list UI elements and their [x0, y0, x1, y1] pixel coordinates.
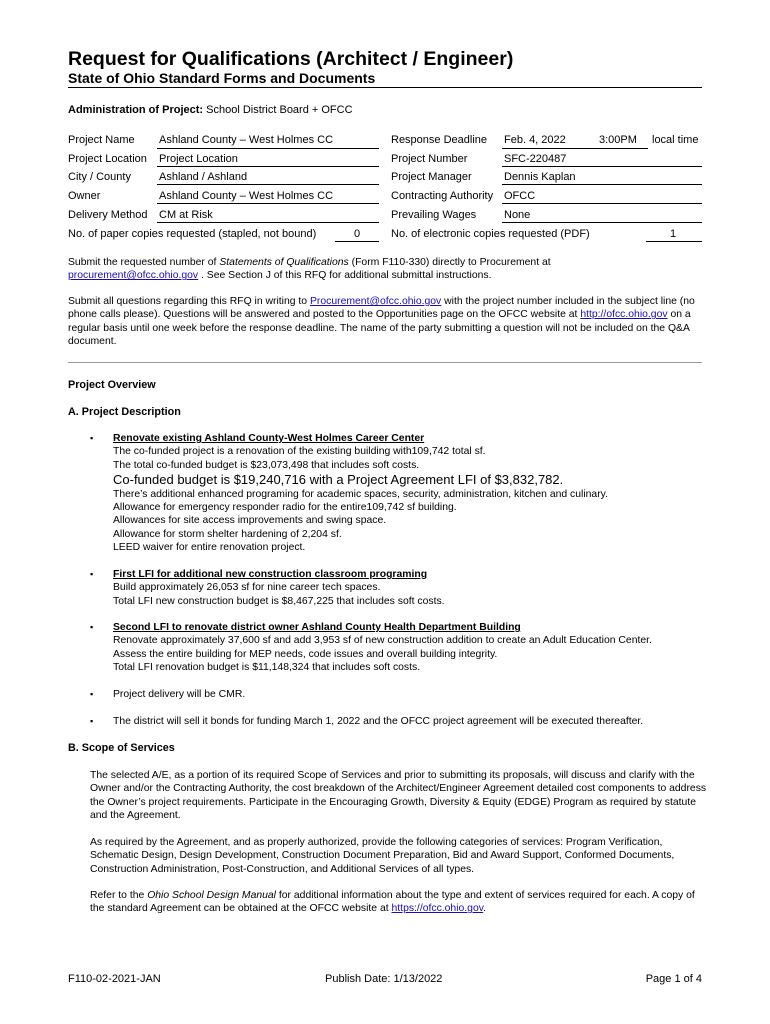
page-number: Page 1 of 4 [645, 973, 702, 985]
bullet-renovation-line: LEED waiver for entire renovation project. [113, 542, 306, 554]
publish-date: Publish Date: 1/13/2022 [325, 973, 443, 985]
document-title: Request for Qualifications (Architect / Engineer) [68, 48, 514, 70]
scope-p3-manual: Ohio School Design Manual [147, 890, 276, 901]
questions-paragraph [68, 295, 708, 348]
administration-label: Administration of Project: [68, 104, 204, 116]
scope-p3-c: for additional information about the type and extent of services required for each. A copy of the standard Agreement can be obtained at the OFCC website at [90, 890, 695, 915]
bullet-renovation-title: Renovate existing Ashland County-West Holmes Career Center [113, 433, 425, 444]
response-deadline-suffix: local time [652, 134, 699, 146]
project-name-underline [157, 148, 379, 149]
scope-paragraph-3 [90, 889, 710, 916]
section-a-heading: A. Project Description [68, 406, 181, 418]
project-manager-underline [502, 184, 702, 185]
submission-text-c: (Form F110-330) directly to Procurement at [348, 257, 551, 268]
questions-email-link[interactable]: Procurement@ofcc.ohio.gov [309, 296, 442, 307]
prevailing-wages-value[interactable]: None [504, 209, 531, 221]
bullet-first-lfi-line: Build approximately 26,053 sf for nine career tech spaces. [113, 582, 381, 594]
bullet-renovation-line: The co-funded project is a renovation of the existing building with109,742 total sf. [113, 446, 486, 458]
bullet-first-lfi [113, 568, 445, 608]
administration-line [68, 104, 353, 116]
bullet-marker: ▪ [90, 689, 94, 699]
city-county-value[interactable]: Ashland / Ashland [159, 171, 248, 183]
submission-paragraph [68, 256, 708, 283]
administration-value: School District Board + OFCC [206, 104, 353, 116]
response-deadline-underline [502, 148, 648, 149]
electronic-copies-label: No. of electronic copies requested (PDF) [391, 228, 590, 240]
questions-text-a: Submit all questions regarding this RFQ in writing to [68, 296, 310, 307]
bullet-marker: ▪ [90, 433, 94, 443]
owner-underline [157, 203, 379, 204]
scope-paragraph-1: The selected A/E, as a portion of its required Scope of Services and prior to submitting its proposals, will discuss and clarify with the Owner and/or the Contracting Authority, the cost breakdown of the Architect/Engineer Agreement detailed cost components to address the Owner’s project requirements. Participate in the Encouraging Growth, Diversity & Equity (EDGE) Program as required by statute and the Agreement. [90, 770, 707, 821]
project-manager-label: Project Manager [391, 171, 472, 183]
procurement-email-link[interactable]: procurement@ofcc.ohio.gov [68, 270, 199, 282]
paper-copies-label: No. of paper copies requested (stapled, not bound) [68, 228, 317, 240]
bullet-renovation-line: Co-funded budget is $19,240,716 with a Project Agreement LFI of $3,832,782. [113, 471, 564, 487]
questions-text-c: on a regular basis until one week before the response deadline. The name of the party submitting a question will not be included on the Q&A document. [68, 309, 691, 347]
bullet-second-lfi-line: Renovate approximately 37,600 sf and add 3,953 sf of new construction addition to create an Adult Education Center. [113, 635, 652, 647]
paper-copies-value[interactable]: 0 [354, 228, 361, 240]
bullet-renovation-line: There’s additional enhanced programing for academic spaces, security, administration, kitchen and culinary. [113, 488, 608, 500]
submission-text-b: Statements of Qualifications [219, 257, 349, 268]
title-rule [68, 87, 702, 88]
bullet-first-lfi-line: Total LFI new construction budget is $8,467,225 that includes soft costs. [113, 595, 445, 607]
document-subtitle: State of Ohio Standard Forms and Documents [68, 70, 376, 86]
bullet-second-lfi [113, 621, 652, 674]
scope-paragraph-2: As required by the Agreement, and as properly authorized, provide the following categories of services: Program Verification, Schematic Design, Design Development, Construction Document Preparation, Bid and Award Support, Conformed Documents, Construction Administration, Post-Construction, and Additional Services of all types. [90, 837, 675, 875]
bullet-bonds: The district will sell it bonds for funding March 1, 2022 and the OFCC project agreement will be executed thereafter. [113, 716, 644, 727]
form-number: F110-02-2021-JAN [68, 973, 161, 985]
paper-copies-underline [335, 241, 379, 242]
project-name-label: Project Name [68, 134, 135, 146]
contracting-authority-label: Contracting Authority [391, 190, 494, 202]
bullet-renovation-line: Allowance for emergency responder radio for the entire109,742 sf building. [113, 502, 457, 514]
delivery-method-value[interactable]: CM at Risk [159, 209, 213, 221]
project-number-underline [502, 166, 702, 167]
owner-label: Owner [68, 190, 101, 202]
project-number-label: Project Number [391, 153, 468, 165]
delivery-method-label: Delivery Method [68, 209, 148, 221]
section-b-heading: B. Scope of Services [68, 742, 175, 754]
delivery-method-underline [157, 222, 379, 223]
scope-p3-a: Refer to the [90, 890, 148, 901]
response-deadline-label: Response Deadline [391, 134, 488, 146]
project-number-value[interactable]: SFC-220487 [504, 153, 567, 165]
bullet-second-lfi-title: Second LFI to renovate district owner Ashland County Health Department Building [113, 622, 521, 633]
prevailing-wages-underline [502, 222, 702, 223]
section-divider [68, 362, 702, 363]
scope-p3-d: . [483, 903, 487, 915]
ofcc-agreement-link[interactable]: https://ofcc.ohio.gov [391, 903, 484, 915]
electronic-copies-value[interactable]: 1 [670, 228, 677, 240]
project-location-value[interactable]: Project Location [159, 153, 238, 165]
questions-text-b: with the project number included in the subject line (no phone calls please). Questions will be answered and posted to the Opportunities page on the OFCC website at [68, 296, 695, 321]
project-location-underline [157, 166, 379, 167]
city-county-label: City / County [68, 171, 131, 183]
owner-value[interactable]: Ashland County – West Holmes CC [159, 190, 334, 202]
contracting-authority-underline [502, 203, 702, 204]
response-deadline-time[interactable]: 3:00PM [599, 134, 637, 146]
bullet-first-lfi-title: First LFI for additional new construction classroom programing [113, 569, 428, 580]
project-name-value[interactable]: Ashland County – West Holmes CC [159, 134, 334, 146]
bullet-marker: ▪ [90, 716, 94, 726]
bullet-renovation [113, 432, 608, 554]
submission-text-d: . See Section J of this RFQ for additional submittal instructions. [198, 270, 492, 282]
city-county-underline [157, 184, 379, 185]
prevailing-wages-label: Prevailing Wages [391, 209, 477, 221]
project-location-label: Project Location [68, 153, 147, 165]
response-deadline-date[interactable]: Feb. 4, 2022 [504, 134, 566, 146]
bullet-delivery: Project delivery will be CMR. [113, 689, 246, 700]
bullet-renovation-line: Allowance for storm shelter hardening of 2,204 sf. [113, 528, 342, 540]
contracting-authority-value[interactable]: OFCC [504, 190, 536, 202]
bullet-renovation-line: Allowances for site access improvements and swing space. [113, 515, 387, 527]
bullet-renovation-line: The total co-funded budget is $23,073,498 that includes soft costs. [113, 459, 420, 471]
bullet-marker: ▪ [90, 622, 94, 632]
bullet-marker: ▪ [90, 569, 94, 579]
ofcc-website-link[interactable]: http://ofcc.ohio.gov [580, 309, 668, 321]
bullet-second-lfi-line: Assess the entire building for MEP needs, code issues and overall building integrity. [113, 648, 498, 660]
project-overview-heading: Project Overview [68, 379, 156, 391]
submission-text-a: Submit the requested number of [68, 257, 220, 268]
bullet-second-lfi-line: Total LFI renovation budget is $11,148,324 that includes soft costs. [113, 661, 421, 673]
project-manager-value[interactable]: Dennis Kaplan [504, 171, 576, 183]
electronic-copies-underline [646, 241, 702, 242]
